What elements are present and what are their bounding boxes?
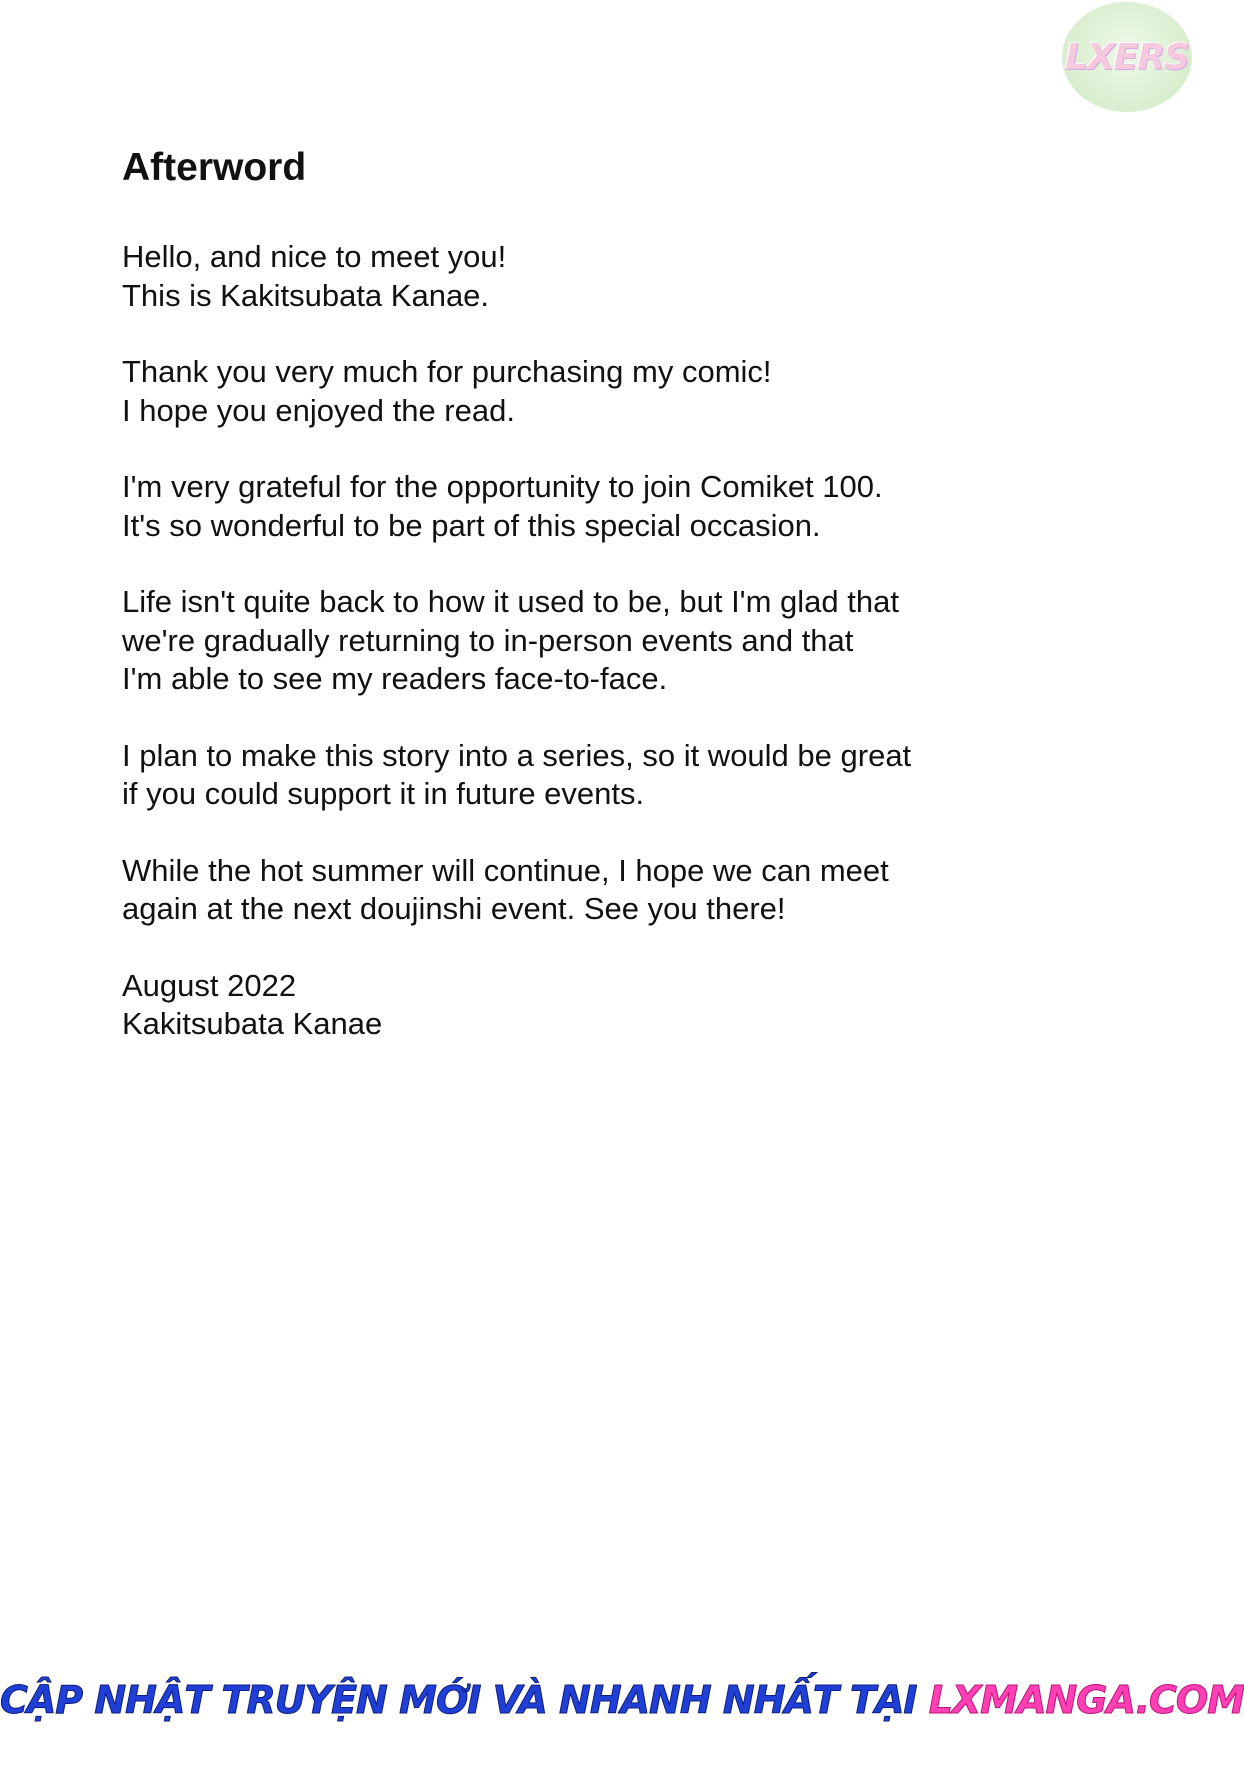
text-line: if you could support it in future events. bbox=[122, 776, 645, 811]
text-line: I'm able to see my readers face-to-face. bbox=[122, 661, 668, 696]
text-line: It's so wonderful to be part of this special occasion. bbox=[122, 507, 821, 543]
signature-author: Kakitsubata Kanae bbox=[122, 1006, 383, 1041]
text-line: Life isn't quite back to how it used to be, but I'm glad that bbox=[122, 584, 899, 619]
text-line: While the hot summer will continue, I hope we can meet bbox=[122, 852, 889, 888]
footer-banner-text: CẬP NHẬT TRUYỆN MỚI VÀ NHANH NHẤT TẠI bbox=[0, 1678, 917, 1722]
paragraph-summer bbox=[122, 852, 1022, 929]
signature-date: August 2022 bbox=[122, 967, 297, 1003]
paragraph-greeting bbox=[122, 238, 1022, 315]
signature-block bbox=[122, 967, 1022, 1044]
text-line: This is Kakitsubata Kanae. bbox=[122, 277, 490, 313]
text-line: I'm very grateful for the opportunity to join Comiket 100. bbox=[122, 469, 883, 504]
afterword-document bbox=[122, 140, 1022, 1082]
paragraph-comiket bbox=[122, 468, 1022, 545]
text-line: I hope you enjoyed the read. bbox=[122, 392, 515, 428]
paragraph-thanks bbox=[122, 353, 1022, 430]
paragraph-events bbox=[122, 583, 1022, 699]
text-line: again at the next doujinshi event. See you there! bbox=[122, 891, 786, 926]
text-line: Hello, and nice to meet you! bbox=[122, 239, 507, 274]
watermark-logo-text: LXERS bbox=[1065, 36, 1189, 78]
footer-banner bbox=[0, 1678, 1244, 1722]
text-line: we're gradually returning to in-person events and that bbox=[122, 622, 854, 658]
page-title: Afterword bbox=[122, 146, 307, 189]
paragraph-series bbox=[122, 737, 1022, 814]
watermark-logo bbox=[1062, 2, 1192, 112]
text-line: I plan to make this story into a series, so it would be great bbox=[122, 737, 912, 773]
footer-banner-site-link[interactable]: LXMANGA.COM bbox=[928, 1678, 1244, 1722]
text-line: Thank you very much for purchasing my comic! bbox=[122, 354, 772, 389]
